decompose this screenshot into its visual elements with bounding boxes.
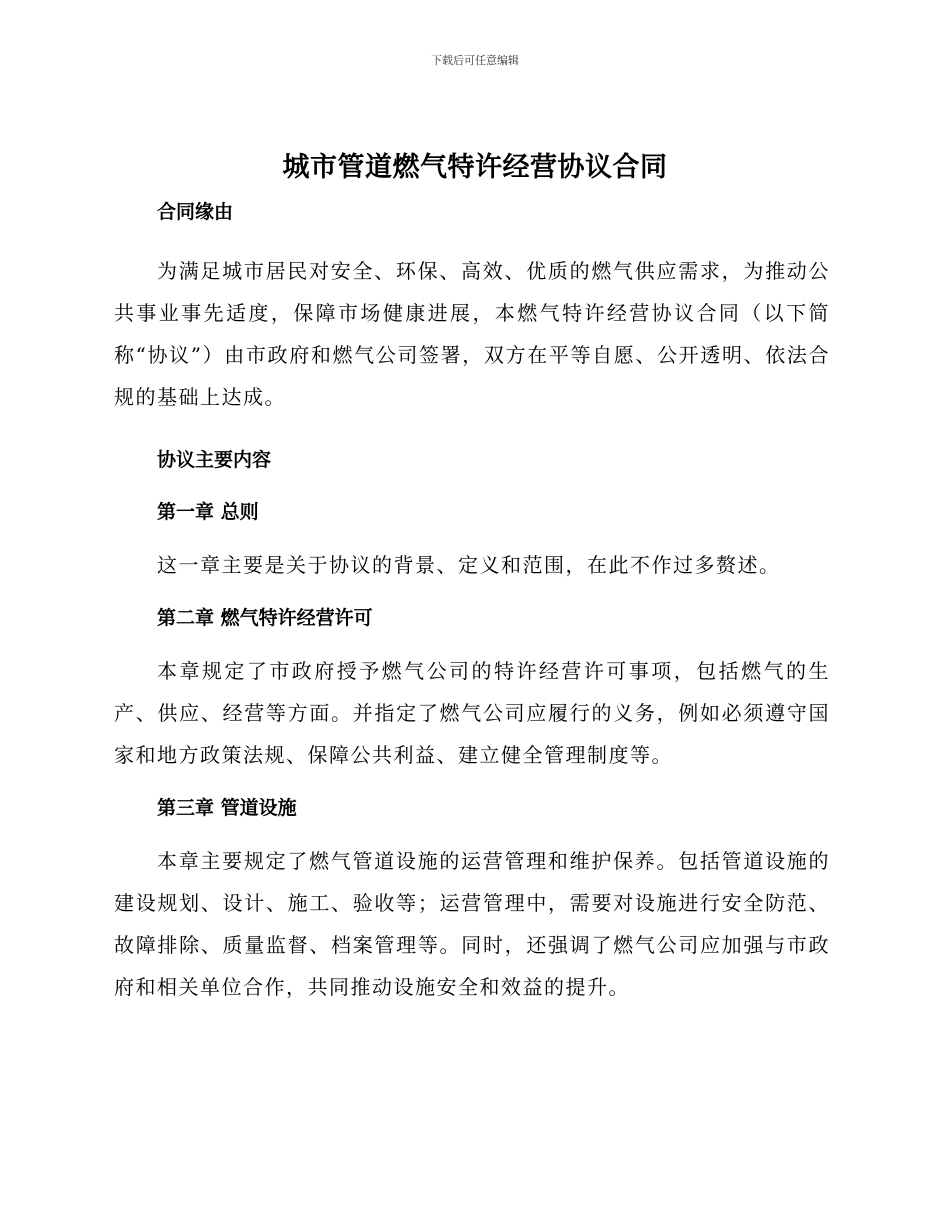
chapter-heading-1: 第一章 总则 — [157, 501, 259, 523]
section-heading-contract-origin: 合同缘由 — [157, 201, 234, 223]
document-body — [114, 192, 830, 1008]
chapter-heading-3: 第三章 管道设施 — [157, 797, 297, 819]
paragraph-chapter-2: 本章规定了市政府授予燃气公司的特许经营许可事项，包括燃气的生产、供应、经营等方面。并指定了燃气公司应履行的义务，例如必须遵守国家和地方政策法规、保障公共利益、建立健全管理制度等。 — [114, 659, 830, 767]
section-heading-main-content: 协议主要内容 — [157, 449, 272, 471]
header-note: 下载后可任意编辑 — [431, 54, 519, 67]
paragraph-chapter-3: 本章主要规定了燃气管道设施的运营管理和维护保养。包括管道设施的建设规划、设计、施工、验收等；运营管理中，需要对设施进行安全防范、故障排除、质量监督、档案管理等。同时，还强调了燃气公司应加强与市政府和相关单位合作，共同推动设施安全和效益的提升。 — [114, 849, 830, 999]
document-title: 城市管道燃气特许经营协议合同 — [282, 152, 668, 183]
paragraph-chapter-1: 这一章主要是关于协议的背景、定义和范围，在此不作过多赘述。 — [157, 553, 781, 577]
chapter-heading-2: 第二章 燃气特许经营许可 — [157, 607, 373, 629]
paragraph-contract-origin: 为满足城市居民对安全、环保、高效、优质的燃气供应需求，为推动公共事业事先适度，保障市场健康进展，本燃气特许经营协议合同（以下简称“协议”）由市政府和燃气公司签署，双方在平等自愿、公开透明、依法合规的基础上达成。 — [114, 259, 830, 409]
